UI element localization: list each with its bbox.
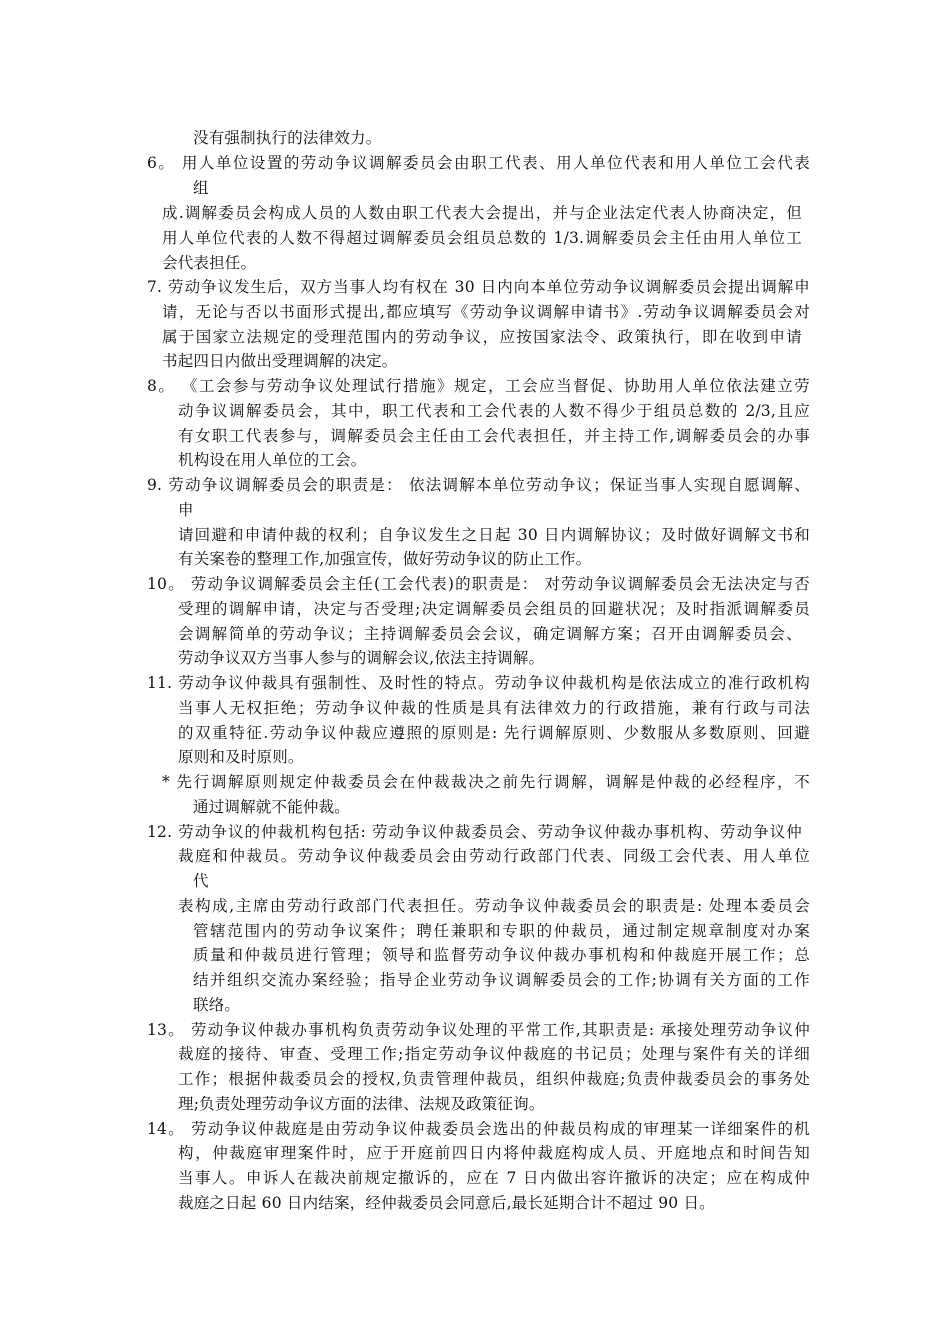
item-12-line: 联络。 xyxy=(193,996,241,1014)
item-9-line: 申 xyxy=(178,501,194,519)
item-9-line: 9. 劳动争议调解委员会的职责是： 依法调解本单位劳动争议；保证当事人实现自愿调解、 xyxy=(147,476,810,494)
item-11-line: 的双重特征.劳动争议仲裁应遵照的原则是: 先行调解原则、少数服从多数原则、回避 xyxy=(178,724,810,742)
item-6-line: 成.调解委员会构成人员的人数由职工代表大会提出，并与企业法定代表人协商决定，但 xyxy=(162,204,802,222)
item-14-line: 14。 劳动争议仲裁庭是由劳动争议仲裁委员会选出的仲裁员构成的审理某一详细案件的机 xyxy=(147,1120,810,1138)
item-12-line: 裁庭和仲裁员。劳动争议仲裁委员会由劳动行政部门代表、同级工会代表、用人单位 xyxy=(178,847,810,865)
item-8-line: 机构设在用人单位的工会。 xyxy=(178,451,367,469)
note-line: * 先行调解原则规定仲裁委员会在仲裁裁决之前先行调解，调解是仲裁的必经程序，不 xyxy=(162,773,810,791)
item-8-line: 有女职工代表参与，调解委员会主任由工会代表担任，并主持工作,调解委员会的办事 xyxy=(178,427,810,445)
item-13-line: 裁庭的接待、审查、受理工作;指定劳动争议仲裁庭的书记员；处理与案件有关的详细 xyxy=(178,1045,810,1063)
item-7-line: 7. 劳动争议发生后，双方当事人均有权在 30 日内向本单位劳动争议调解委员会提出调解申 xyxy=(147,278,810,296)
item-11-line: 11. 劳动争议仲裁具有强制性、及时性的特点。劳动争议仲裁机构是依法成立的准行政机构 xyxy=(147,674,810,692)
item-13-line: 工作；根据仲裁委员会的授权,负责管理仲裁员，组织仲裁庭;负责仲裁委员会的事务处 xyxy=(178,1070,810,1088)
text-line: 没有强制执行的法律效力。 xyxy=(193,129,382,147)
item-12-line: 结并组织交流办案经验；指导企业劳动争议调解委员会的工作;协调有关方面的工作 xyxy=(193,971,810,989)
item-8-line: 8。 《工会参与劳动争议处理试行措施》规定，工会应当督促、协助用人单位依法建立劳 xyxy=(147,377,810,395)
item-13-line: 理;负责处理劳动争议方面的法律、法规及政策征询。 xyxy=(178,1095,545,1113)
item-12-line: 12. 劳动争议的仲裁机构包括: 劳动争议仲裁委员会、劳动争议仲裁办事机构、劳动争议仲 xyxy=(147,823,802,841)
note-line: 通过调解就不能仲裁。 xyxy=(193,798,351,816)
item-6-line: 用人单位代表的人数不得超过调解委员会组员总数的 1/3.调解委员会主任由用人单位工 xyxy=(162,229,802,247)
item-12-line: 质量和仲裁员进行管理；领导和监督劳动争议仲裁办事机构和仲裁庭开展工作；总 xyxy=(193,946,810,964)
item-11-line: 当事人无权拒绝；劳动争议仲裁的性质是具有法律效力的行政措施，兼有行政与司法 xyxy=(178,699,810,717)
item-10-line: 会调解简单的劳动争议；主持调解委员会会议，确定调解方案；召开由调解委员会、 xyxy=(178,625,802,643)
item-12-line: 表构成,主席由劳动行政部门代表担任。劳动争议仲裁委员会的职责是: 处理本委员会 xyxy=(178,897,810,915)
item-14-line: 裁庭之日起 60 日内结案，经仲裁委员会同意后,最长延期合计不超过 90 日。 xyxy=(178,1194,715,1212)
item-10-line: 受理的调解申请，决定与否受理;决定调解委员会组员的回避状况；及时指派调解委员 xyxy=(178,600,810,618)
item-10-line: 劳动争议双方当事人参与的调解会议,依法主持调解。 xyxy=(178,649,545,667)
item-7-line: 属于国家立法规定的受理范围内的劳动争议，应按国家法令、政策执行，即在收到申请 xyxy=(162,328,802,346)
item-9-line: 请回避和申请仲裁的权利；自争议发生之日起 30 日内调解协议；及时做好调解文书和 xyxy=(178,526,810,544)
item-12-line: 管辖范围内的劳动争议案件；聘任兼职和专职的仲裁员，通过制定规章制度对办案 xyxy=(193,922,810,940)
item-12-line: 代 xyxy=(193,872,209,890)
item-6-line: 组 xyxy=(193,179,209,197)
item-11-line: 原则和及时原则。 xyxy=(178,748,304,766)
item-8-line: 动争议调解委员会，其中，职工代表和工会代表的人数不得少于组员总数的 2/3,且应 xyxy=(178,402,810,420)
item-14-line: 当事人。申诉人在裁决前规定撤诉的，应在 7 日内做出容许撤诉的决定；应在构成仲 xyxy=(178,1169,810,1187)
item-6-line: 会代表担任。 xyxy=(162,254,257,272)
item-14-line: 构，仲裁庭审理案件时，应于开庭前四日内将仲裁庭构成人员、开庭地点和时间告知 xyxy=(178,1144,810,1162)
item-7-line: 书起四日内做出受理调解的决定。 xyxy=(162,352,398,370)
item-13-line: 13。 劳动争议仲裁办事机构负责劳动争议处理的平常工作,其职责是: 承接处理劳动争议仲 xyxy=(147,1021,810,1039)
item-10-line: 10。 劳动争议调解委员会主任(工会代表)的职责是： 对劳动争议调解委员会无法决定与否 xyxy=(147,575,810,593)
item-6-line: 6。 用人单位设置的劳动争议调解委员会由职工代表、用人单位代表和用人单位工会代表 xyxy=(147,154,810,172)
item-7-line: 请，无论与否以书面形式提出,都应填写《劳动争议调解申请书》.劳动争议调解委员会对 xyxy=(162,303,810,321)
item-9-line: 有关案卷的整理工作,加强宣传，做好劳动争议的防止工作。 xyxy=(178,550,592,568)
